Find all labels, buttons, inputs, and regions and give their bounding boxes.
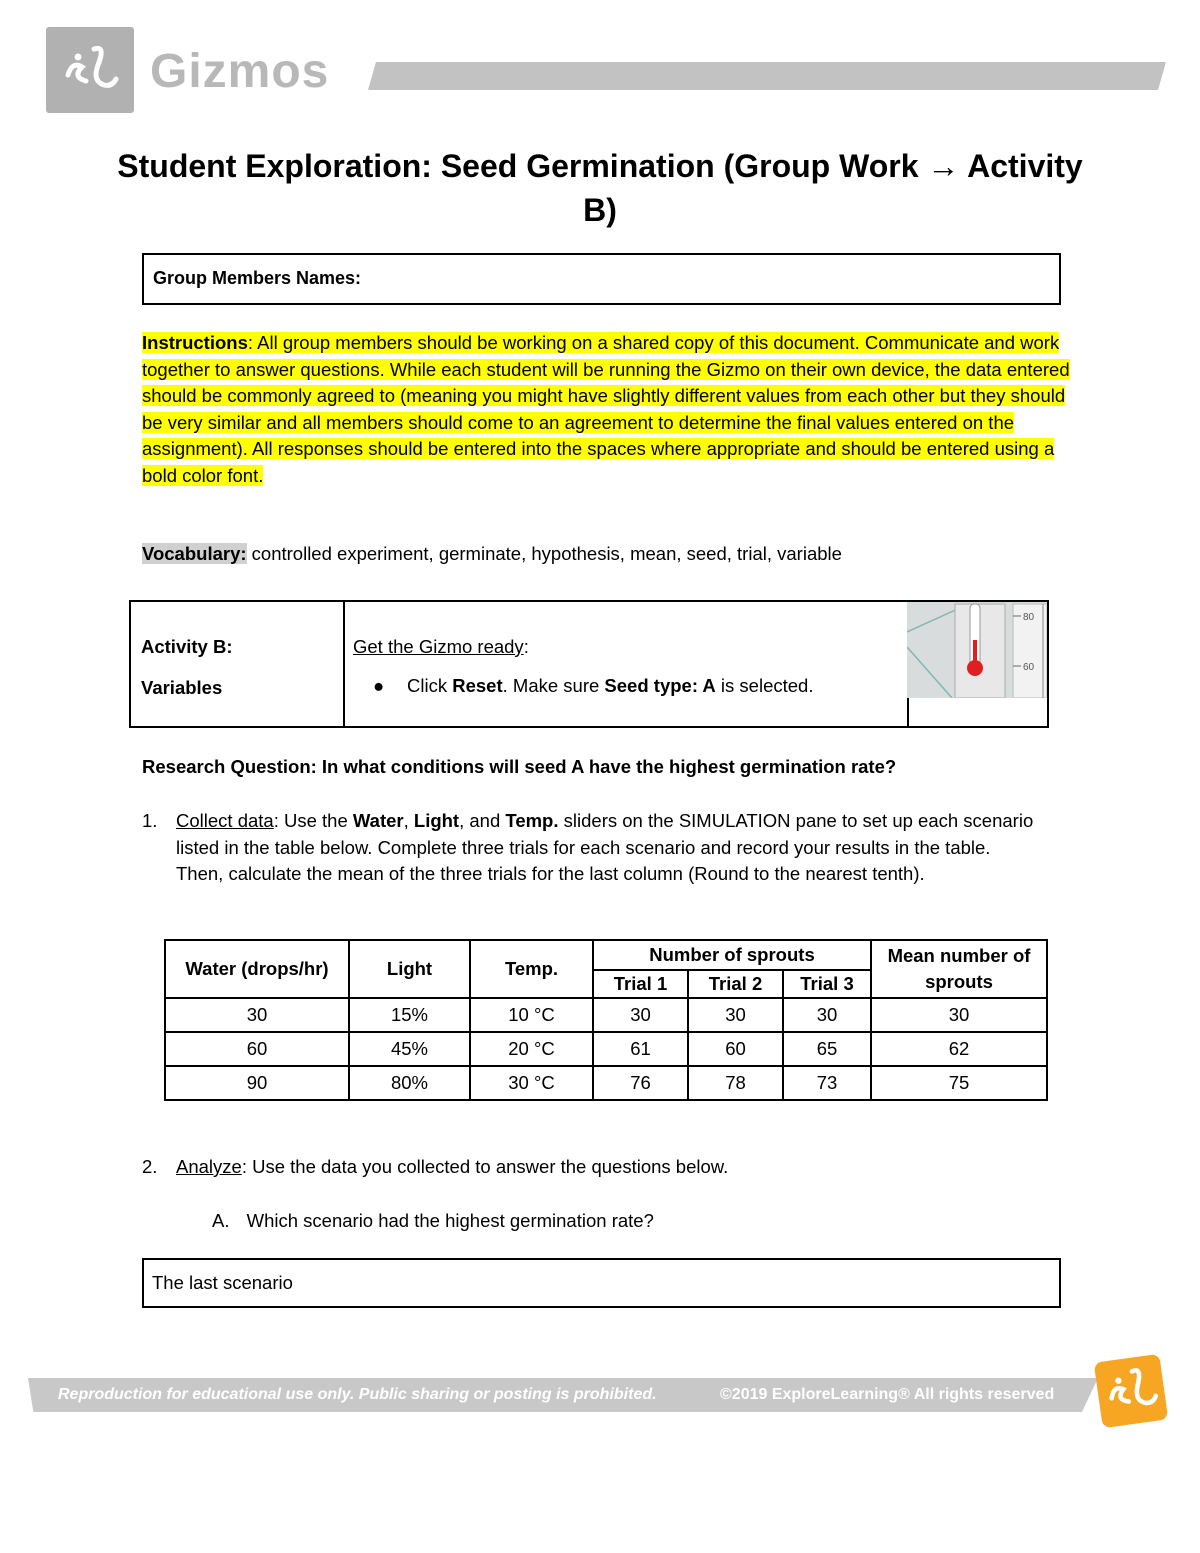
footer-notice: Reproduction for educational use only. Public sharing or posting is prohibited. xyxy=(58,1386,657,1403)
question-2-label: Analyze xyxy=(176,1156,242,1177)
cell-trial-2[interactable]: 60 xyxy=(688,1032,783,1066)
header-temp: Temp. xyxy=(470,940,593,998)
q1-text-4: sliders on the SIMULATION pane to set up each scenario listed in the table below. Complete three trials for each scenario and record your results in the table. Then, calculate the mean of the three trials for the last column (Round to the nearest tenth). xyxy=(176,810,1034,885)
cell-light[interactable]: 80% xyxy=(349,1066,470,1100)
page-title: Student Exploration: Seed Germination (Group Work → Activity B) xyxy=(117,148,1083,228)
activity-label: Activity B: xyxy=(141,636,233,657)
cell-trial-3[interactable]: 30 xyxy=(783,998,871,1032)
thermometer-icon xyxy=(907,602,1047,698)
cell-light[interactable]: 45% xyxy=(349,1032,470,1066)
cell-temp[interactable]: 30 °C xyxy=(470,1066,593,1100)
vocabulary xyxy=(142,543,1042,565)
thermo-scale-60: 60 xyxy=(1023,662,1035,673)
q1-text-2: , xyxy=(403,810,414,831)
q1-text-3: , and xyxy=(459,810,506,831)
header-trial-1: Trial 1 xyxy=(593,970,688,998)
reset-label: Reset xyxy=(452,675,503,696)
table-row xyxy=(165,998,1047,1032)
sprouts-table xyxy=(164,939,1048,1101)
cell-trial-1[interactable]: 61 xyxy=(593,1032,688,1066)
group-members-box[interactable] xyxy=(142,253,1061,305)
cell-water[interactable]: 90 xyxy=(165,1066,349,1100)
cell-trial-1[interactable]: 30 xyxy=(593,998,688,1032)
answer-2a-text: The last scenario xyxy=(152,1272,293,1293)
activity-instructions-cell xyxy=(343,602,909,726)
cell-mean[interactable]: 62 xyxy=(871,1032,1047,1066)
brand-name: Gizmos xyxy=(150,45,330,98)
question-2a-letter: A. xyxy=(212,1210,230,1231)
bullet-icon: ● xyxy=(373,675,385,696)
answer-2a-field[interactable] xyxy=(142,1258,1061,1308)
cell-light[interactable]: 15% xyxy=(349,998,470,1032)
header-bar xyxy=(368,62,1166,90)
cell-water[interactable]: 30 xyxy=(165,998,349,1032)
header-water: Water (drops/hr) xyxy=(165,940,349,998)
activity-label-cell xyxy=(131,602,345,726)
seed-type-label: Seed type: A xyxy=(604,675,716,696)
header-trial-3: Trial 3 xyxy=(783,970,871,998)
thermometer-image-cell xyxy=(907,602,1047,726)
light-label: Light xyxy=(413,810,460,831)
cell-trial-3[interactable]: 73 xyxy=(783,1066,871,1100)
gizmo-ready-colon: : xyxy=(523,636,529,657)
thermo-scale-80: 80 xyxy=(1023,612,1035,623)
instructions xyxy=(142,330,1077,490)
cell-water[interactable]: 60 xyxy=(165,1032,349,1066)
cell-mean[interactable]: 75 xyxy=(871,1066,1047,1100)
gizmo-ready-label: Get the Gizmo ready xyxy=(353,636,524,657)
table-row xyxy=(165,1032,1047,1066)
header-trial-2: Trial 2 xyxy=(688,970,783,998)
question-1 xyxy=(142,808,1042,888)
question-2a-text: Which scenario had the highest germination rate? xyxy=(246,1210,654,1231)
cell-mean[interactable]: 30 xyxy=(871,998,1047,1032)
cell-trial-3[interactable]: 65 xyxy=(783,1032,871,1066)
header-light: Light xyxy=(349,940,470,998)
q1-text-1: : Use the xyxy=(273,810,353,831)
cell-temp[interactable]: 10 °C xyxy=(470,998,593,1032)
bullet-text-2: . Make sure xyxy=(502,675,605,696)
question-1-number: 1. xyxy=(142,810,158,831)
el-logo-icon xyxy=(54,35,126,105)
gizmos-logo xyxy=(46,27,134,113)
question-2-text: : Use the data you collected to answer the questions below. xyxy=(241,1156,729,1177)
bullet-text-3: is selected. xyxy=(715,675,814,696)
group-members-label: Group Members Names: xyxy=(153,268,362,288)
instructions-label: Instructions xyxy=(142,332,248,353)
cell-trial-2[interactable]: 78 xyxy=(688,1066,783,1100)
el-logo-small-icon xyxy=(1094,1354,1169,1429)
reset-instruction xyxy=(373,675,814,697)
header-mean: Mean number of sprouts xyxy=(871,940,1047,998)
question-2-number: 2. xyxy=(142,1156,158,1177)
activity-box xyxy=(129,600,1049,728)
vocabulary-text: controlled experiment, germinate, hypothesis, mean, seed, trial, variable xyxy=(246,543,842,564)
bullet-text-1: Click xyxy=(407,675,453,696)
footer-logo-icon xyxy=(1094,1354,1169,1429)
cell-trial-1[interactable]: 76 xyxy=(593,1066,688,1100)
cell-trial-2[interactable]: 30 xyxy=(688,998,783,1032)
activity-sublabel: Variables xyxy=(141,677,223,698)
research-question: Research Question: In what conditions will seed A have the highest germination rate? xyxy=(142,756,897,777)
temp-label: Temp. xyxy=(505,810,559,831)
instructions-text: : All group members should be working on a shared copy of this document. Communicate and work together to answer questions. While each student will be running the Gizmo on their own device, the data entered should be commonly agreed to (meaning you might have slightly different values from each other but they should be very similar and all members should come to an agreement to determine the final values entered on the assignment). All responses should be entered into the spaces where appropriate and should be entered using a bold color font. xyxy=(142,332,1070,486)
question-2 xyxy=(142,1154,1042,1181)
question-2a xyxy=(212,1208,1012,1235)
table-row xyxy=(165,1066,1047,1100)
cell-temp[interactable]: 20 °C xyxy=(470,1032,593,1066)
vocabulary-label: Vocabulary: xyxy=(142,543,247,564)
footer-copyright: ©2019 ExploreLearning® All rights reserved xyxy=(720,1386,1055,1403)
question-1-label: Collect data xyxy=(176,810,274,831)
header-sprouts: Number of sprouts xyxy=(593,940,871,970)
water-label: Water xyxy=(352,810,404,831)
